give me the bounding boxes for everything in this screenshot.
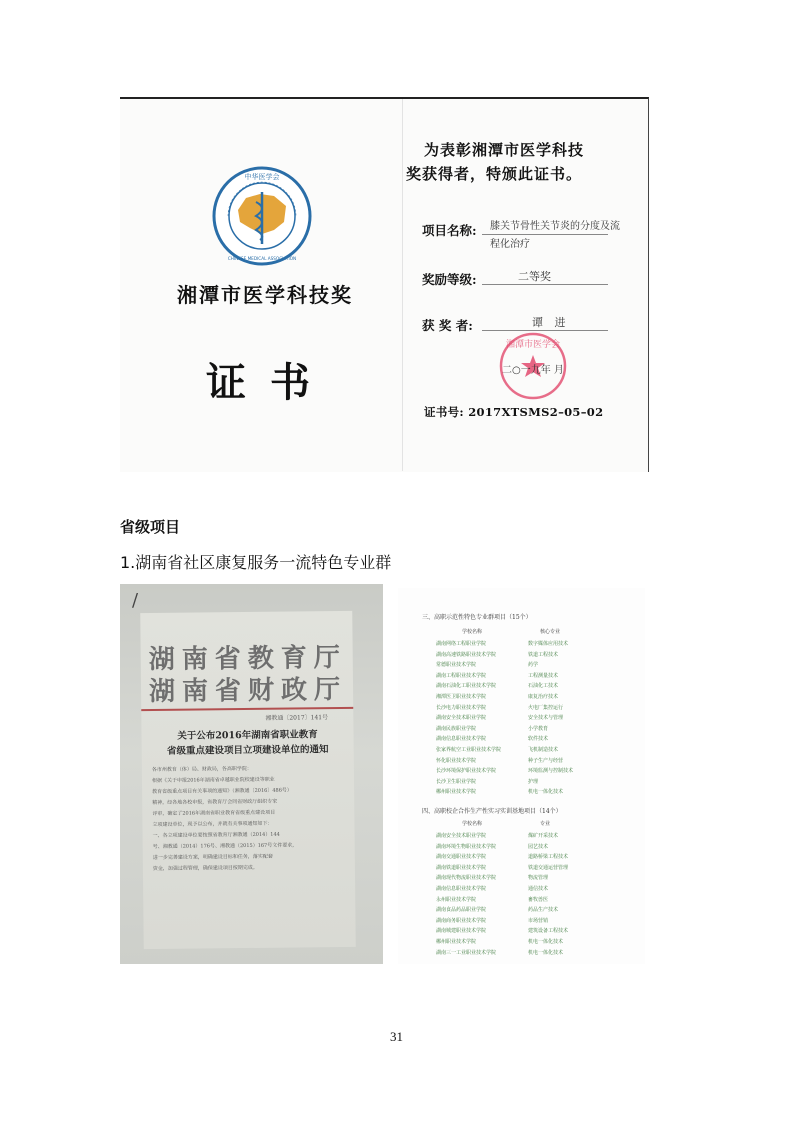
list-row — [436, 651, 636, 658]
major-name: 火电厂集控运行 — [528, 704, 564, 711]
document-number: 湘教通〔2017〕141号 — [265, 714, 329, 722]
list-row — [436, 661, 636, 668]
major-name: 小学教育 — [528, 725, 549, 732]
major-name: 物流管理 — [528, 875, 549, 882]
major-name: 数字媒体应用技术 — [528, 641, 569, 647]
certificate-fold-line — [402, 99, 403, 471]
notice-title-line1: 关于公布2016年湖南省职业教育 — [177, 729, 318, 742]
list-row — [436, 725, 636, 732]
school-name: 怀化职业技术学院 — [436, 757, 477, 764]
list-row — [436, 757, 636, 764]
notice-body-line: 教育省级重点项目有关事项的通知》（湘教通〔2016〕486号） — [152, 787, 292, 796]
notice-body-line: 根据《关于申报2016年湖南省卓越职业院校建设等职业 — [151, 776, 275, 785]
list-row — [436, 704, 636, 711]
school-name: 长沙卫生职业学院 — [436, 778, 477, 785]
list-row — [436, 864, 636, 871]
praise-line-2: 奖获得者，特颁此证书。 — [406, 165, 583, 183]
school-name: 湖南安全技术职业学院 — [436, 715, 487, 722]
medical-association-emblem-icon — [212, 166, 312, 266]
school-name: 常德职业技术学院 — [436, 662, 477, 669]
notice-body-line: 各市州教育（体）局、财政局，各高职学院： — [151, 765, 252, 774]
school-name: 湖南网络工程职业学院 — [436, 641, 487, 647]
notice-body — [152, 763, 347, 875]
school-name: 湖南环境生物职业技术学院 — [436, 843, 497, 850]
major-name: 药学 — [528, 662, 539, 669]
major-name: 机电一体化技术 — [528, 939, 564, 945]
list-row — [436, 778, 636, 785]
winner-label: 获 奖 者: — [422, 318, 473, 333]
major-name: 石油化工技术 — [528, 683, 559, 690]
list-row — [436, 853, 636, 860]
school-name: 湖南食品药品职业学院 — [436, 907, 487, 914]
major-name: 铁道工程技术 — [528, 651, 559, 658]
major-name: 康复治疗技术 — [528, 694, 559, 700]
major-name: 机电一体化技术 — [528, 789, 564, 796]
certificate-title: 证书 — [206, 360, 334, 406]
list-row — [436, 927, 636, 934]
school-name: 永州职业技术学院 — [436, 896, 477, 903]
notice-body-line: 一、各立项建设单位要按照省教育厅湘教通（2014）144 — [152, 831, 280, 840]
major-name: 园艺技术 — [528, 843, 549, 850]
emblem-cn-text: 中华医学会 — [244, 173, 280, 181]
certificate-number: 证书号: 2017XTSMS2–05–02 — [424, 405, 604, 419]
project-name-value-line1: 膝关节骨性关节炎的分度及流 — [490, 221, 620, 232]
section3-title: 三、高职示范性特色专业群项目（15个） — [422, 614, 532, 621]
school-name: 湖南铁道职业技术学院 — [436, 864, 487, 871]
school-name: 湖南工程职业技术学院 — [436, 672, 487, 679]
pen-mark: / — [132, 590, 139, 611]
notice-body-line: 评审，确定了2016年湖南省职业教育省级重点建设项目 — [152, 809, 276, 818]
school-name: 张家界航空工业职业技术学院 — [436, 747, 502, 753]
project-name-value-line2: 程化治疗 — [490, 239, 530, 250]
school-name: 湖南交通职业技术学院 — [436, 854, 487, 861]
emblem-en-text: CHINESE MEDICAL ASSOCIATION — [227, 256, 297, 261]
project-item-heading: 1.湖南省社区康复服务一流特色专业群 — [120, 553, 392, 572]
school-name: 湖南信息职业技术学院 — [436, 736, 487, 743]
major-name: 环境监测与控制技术 — [528, 768, 574, 775]
notice-body-line: 号、湘教通（2014）176号、湘教通（2015）167号文件要求， — [152, 842, 298, 851]
school-name: 郴州职业技术学院 — [436, 789, 477, 796]
school-name: 湖南信息职业技术学院 — [436, 886, 487, 892]
list-row — [436, 714, 636, 721]
list-row — [436, 832, 636, 839]
notice-document-photo — [120, 584, 383, 964]
list-row — [436, 746, 636, 753]
major-name: 工程测量技术 — [528, 672, 559, 679]
list-row — [436, 917, 636, 924]
department-name-1: 湖南省教育厅 — [148, 642, 347, 676]
major-name: 机电一体化技术 — [528, 949, 564, 956]
major-name: 种子生产与经营 — [528, 757, 564, 764]
list-row — [436, 949, 636, 956]
major-name: 畜牧兽医 — [528, 896, 549, 903]
list-row — [436, 682, 636, 689]
school-name: 湖南三一工业职业技术学院 — [436, 949, 497, 956]
notice-body-line: 精神，经各地各校申报，省教育厅会同省财政厅组织专家 — [152, 798, 278, 807]
major-name: 煤矿开采技术 — [528, 833, 559, 839]
list-row — [436, 767, 636, 774]
list-row — [436, 938, 636, 945]
school-name: 湘潭医卫职业技术学院 — [436, 694, 487, 700]
issue-date: 二○一九年 月 — [502, 365, 564, 376]
list-row — [436, 735, 636, 742]
association-name: 湘潭市医学科技奖 — [177, 283, 353, 307]
award-level-value: 二等奖 — [518, 270, 551, 283]
winner-value: 谭 进 — [532, 316, 570, 329]
school-name: 湖南城建职业技术学院 — [436, 928, 487, 935]
section3-col-school: 学校名称 — [462, 629, 483, 635]
list-row — [436, 896, 636, 903]
school-name: 湖南石油化工职业技术学院 — [436, 683, 497, 690]
section3-col-major: 核心专业 — [540, 629, 561, 635]
page-number: 31 — [390, 1029, 403, 1044]
praise-line-1: 为表彰湘潭市医学科技 — [424, 141, 585, 159]
notice-paper — [140, 611, 356, 949]
list-row — [436, 640, 636, 647]
notice-body-line: 立项建设单位，现予以公布，并就有关事项通知如下： — [152, 820, 273, 829]
project-name-label: 项目名称: — [422, 223, 477, 238]
project-underline — [482, 234, 608, 235]
project-list-document — [398, 588, 645, 964]
major-name: 道路桥梁工程技术 — [528, 854, 569, 861]
list-row — [436, 906, 636, 913]
notice-body-line: 资金，加强过程管理，确保建设项目按期完成。 — [152, 864, 258, 873]
list-row — [436, 788, 636, 795]
school-name: 湖南现代物流职业技术学院 — [436, 875, 497, 882]
major-name: 软件技术 — [528, 736, 549, 743]
seal-text: 湘潭市医学会 — [505, 340, 561, 350]
school-name: 长沙环境保护职业技术学院 — [436, 768, 497, 775]
major-name: 通信技术 — [528, 886, 549, 892]
major-name: 护理 — [528, 778, 539, 785]
major-name: 药品生产技术 — [528, 907, 559, 914]
major-name: 铁道交通运营管理 — [528, 864, 569, 871]
major-name: 市场营销 — [528, 917, 549, 924]
award-certificate-image — [120, 97, 649, 472]
list-row — [436, 843, 636, 850]
list-row — [436, 672, 636, 679]
school-name: 郴州职业技术学院 — [436, 939, 477, 945]
list-row — [436, 693, 636, 700]
major-name: 安全技术与管理 — [528, 715, 564, 722]
section4-title: 四、高职校企合作生产性实习实训基地项目（14个） — [422, 808, 562, 815]
award-level-label: 奖励等级: — [422, 272, 477, 287]
notice-body-line: 进一步完善建设方案，明确建设目标和任务，落实配套 — [152, 853, 273, 862]
list-row — [436, 874, 636, 881]
school-name: 湖南商务职业技术学院 — [436, 917, 487, 924]
school-name: 湖南安全技术职业学院 — [436, 833, 487, 839]
section4-col-major: 专业 — [540, 821, 551, 827]
school-name: 湖南高速铁路职业技术学院 — [436, 651, 497, 658]
section-heading: 省级项目 — [120, 518, 181, 536]
major-name: 建筑设备工程技术 — [528, 928, 569, 935]
list-row — [436, 885, 636, 892]
department-name-2: 湖南省财政厅 — [148, 674, 348, 708]
school-name: 长沙电力职业技术学院 — [436, 704, 487, 711]
notice-title-line2: 省级重点建设项目立项建设单位的通知 — [166, 744, 329, 757]
major-name: 飞机制造技术 — [528, 747, 559, 753]
section4-col-school: 学校名称 — [462, 821, 483, 827]
award-level-underline — [482, 284, 608, 285]
school-name: 湖南民族职业学院 — [436, 725, 477, 732]
